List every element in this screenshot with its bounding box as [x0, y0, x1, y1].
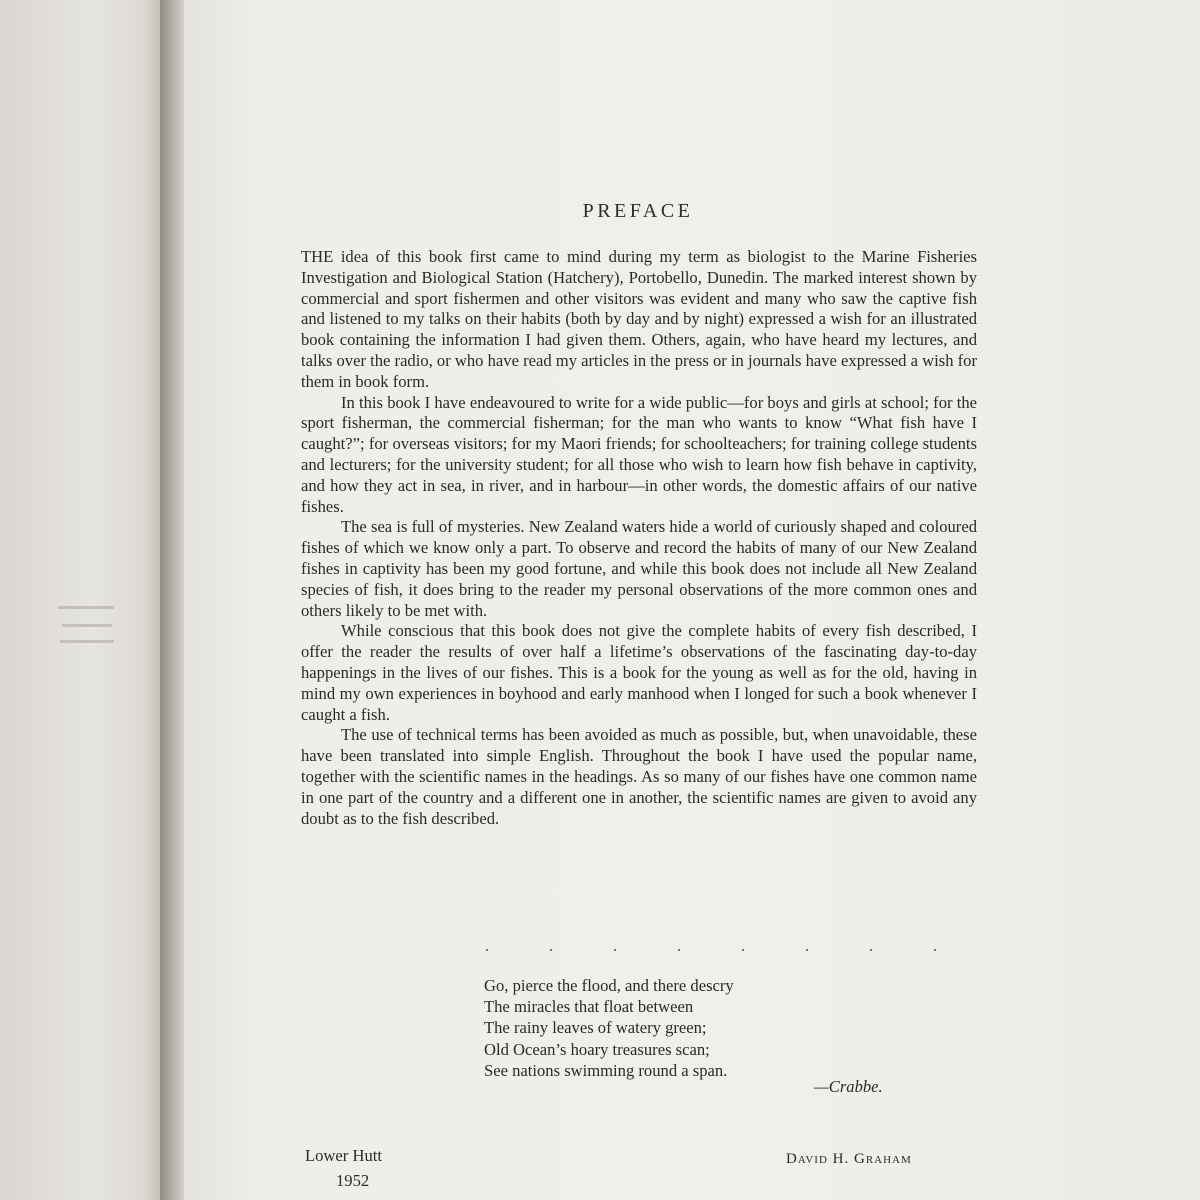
section-separator: . . . . . . . .	[485, 938, 965, 955]
poem-line-2: The miracles that float between	[484, 997, 694, 1017]
place-name: Lower Hutt	[305, 1146, 382, 1165]
paragraph-3: The sea is full of mysteries. New Zealand waters hide a world of curiously shaped and coloured fishes of which we know only a part. To observe and record the habits of many of our New Zealand fishes in captivity has been my good fortune, and while this book does not include all New Zealand species of fish, it does bring to the reader my personal observations of the more common ones and others likely to be met with.	[301, 517, 977, 620]
poem-line-5: See nations swimming round a span.	[484, 1060, 728, 1080]
page-title: PREFACE	[582, 200, 694, 222]
author-signature: David H. Graham	[786, 1151, 912, 1167]
year: 1952	[336, 1171, 370, 1190]
poem-line-1: Go, pierce the flood, and there descry	[484, 976, 734, 995]
paragraph-4: While conscious that this book does not give the complete habits of every fish described, I offer the reader the results of over half a lifetime’s observations of the fascinating day-to-day happenings in the lives of our fishes. This is a book for the young as well as for the old, having in mind my own experiences in boyhood and early manhood when I longed for such a book whenever I caught a fish.	[301, 621, 977, 724]
paragraph-1: THE idea of this book first came to mind during my term as biologist to the Marine Fisheries Investigation and Biological Station (Hatchery), Portobello, Dunedin. The marked interest shown by commercial and sport fishermen and other visitors was evident and many who saw the captive fish and listened to my talks on their habits (both by day and by night) expressed a wish for an illustrated book containing the information I had given them. Others, again, who have heard my lectures, and talks over the radio, or who have read my articles in the press or in journals have expressed a wish for them in book form.	[301, 247, 977, 391]
paragraph-2: In this book I have endeavoured to write for a wide public—for boys and girls at school; for the sport fisherman, the commercial fisherman; for the man who wants to know “What fish have I caught?”; for overseas visitors; for my Maori friends; for schoolteachers; for training college students and lecturers; for the university student; for all those who wish to learn how fish behave in captivity, and how they act in sea, in river, and in harbour—in other words, the domestic affairs of our native fishes.	[301, 392, 977, 516]
preface-body	[301, 247, 977, 829]
poem-line-4: Old Ocean’s hoary treasures scan;	[484, 1039, 710, 1059]
poem	[484, 975, 884, 1081]
page-smudge	[58, 600, 118, 660]
left-page	[0, 0, 168, 1200]
paragraph-5: The use of technical terms has been avoided as much as possible, but, when unavoidable, these have been translated into simple English. Throughout the book I have used the popular name, together with the scientific names in the headings. As so many of our fishes have one common name in one part of the country and a different one in another, the scientific names are given to avoid any doubt as to the fish described.	[301, 725, 977, 828]
poem-line-3: The rainy leaves of watery green;	[484, 1018, 707, 1038]
poem-attribution: —Crabbe.	[814, 1077, 883, 1096]
